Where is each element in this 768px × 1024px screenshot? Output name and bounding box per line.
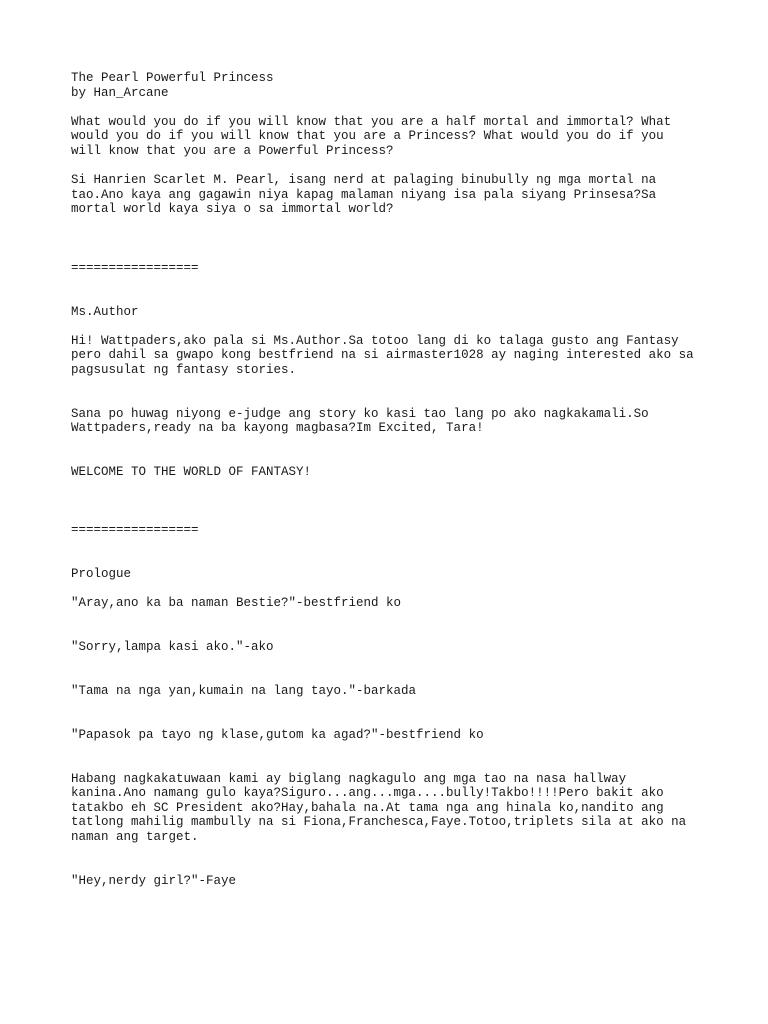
text-line: "Aray,ano ka ba naman Bestie?"-bestfriend ko [71,596,402,611]
text-line: Sana po huwag niyong e-judge ang story ko kasi tao lang po ako nagkakamali.So [71,406,649,421]
text-line [71,436,711,451]
text-line [71,290,711,305]
text-line: Habang nagkakatuwaan kami ay biglang nagkagulo ang mga tao na nasa hallway [71,771,627,786]
text-line: mortal world kaya siya o sa immortal world? [71,202,394,217]
text-line [71,538,711,553]
text-line [71,713,711,728]
text-line [71,669,711,684]
text-line [71,742,711,757]
text-line [71,757,711,772]
text-line: tao.Ano kaya ang gagawin niya kapag malaman niyang isa pala siyang Prinsesa?Sa [71,187,657,202]
text-line: Wattpaders,ready na ba kayong magbasa?Im Excited, Tara! [71,421,484,436]
text-line [71,553,711,568]
text-line [71,699,711,714]
text-line [71,859,711,874]
text-line: Si Hanrien Scarlet M. Pearl, isang nerd at palaging binubully ng mga mortal na [71,173,657,188]
document-text [71,71,711,888]
text-line: Ms.Author [71,304,139,319]
text-line: pagsusulat ng fantasy stories. [71,362,297,377]
text-line [71,217,711,232]
text-line: tatlong mahilig mambully na si Fiona,Franchesca,Faye.Totoo,triplets sila at ako na [71,815,687,830]
text-line: tatakbo eh SC President ako?Hay,bahala na.At tama nga ang hinala ko,nandito ang [71,800,664,815]
text-line [71,159,711,174]
text-line: by Han_Arcane [71,85,169,100]
text-line [71,246,711,261]
text-line: kanina.Ano namang gulo kaya?Siguro...ang...mga....bully!Takbo!!!!Pero bakit ako [71,786,664,801]
text-line [71,611,711,626]
text-line: would you do if you will know that you are a Princess? What would you do if you [71,129,664,144]
text-line [71,232,711,247]
text-line: "Hey,nerdy girl?"-Faye [71,873,237,888]
text-line: "Tama na nga yan,kumain na lang tayo."-barkada [71,683,417,698]
text-line [71,275,711,290]
text-line: "Sorry,lampa kasi ako."-ako [71,640,274,655]
text-line [71,509,711,524]
text-line: Hi! Wattpaders,ako pala si Ms.Author.Sa totoo lang di ko talaga gusto ang Fantasy [71,333,679,348]
text-line [71,626,711,641]
text-line [71,480,711,495]
text-line: will know that you are a Powerful Princess? [71,143,394,158]
text-line: ================= [71,523,199,538]
text-line [71,582,711,597]
text-line [71,377,711,392]
text-line: naman ang target. [71,829,199,844]
text-line: "Papasok pa tayo ng klase,gutom ka agad?"-bestfriend ko [71,727,484,742]
text-line [71,392,711,407]
text-line: The Pearl Powerful Princess [71,71,274,85]
text-line: pero dahil sa gwapo kong bestfriend na si airmaster1028 ay naging interested ako sa [71,348,694,363]
text-line [71,319,711,334]
text-line [71,450,711,465]
text-line [71,100,711,115]
text-line: ================= [71,260,199,275]
text-line [71,655,711,670]
text-line: WELCOME TO THE WORLD OF FANTASY! [71,465,312,480]
text-line: What would you do if you will know that you are a half mortal and immortal? What [71,114,672,129]
text-line [71,844,711,859]
text-line: Prologue [71,567,132,582]
text-line [71,494,711,509]
